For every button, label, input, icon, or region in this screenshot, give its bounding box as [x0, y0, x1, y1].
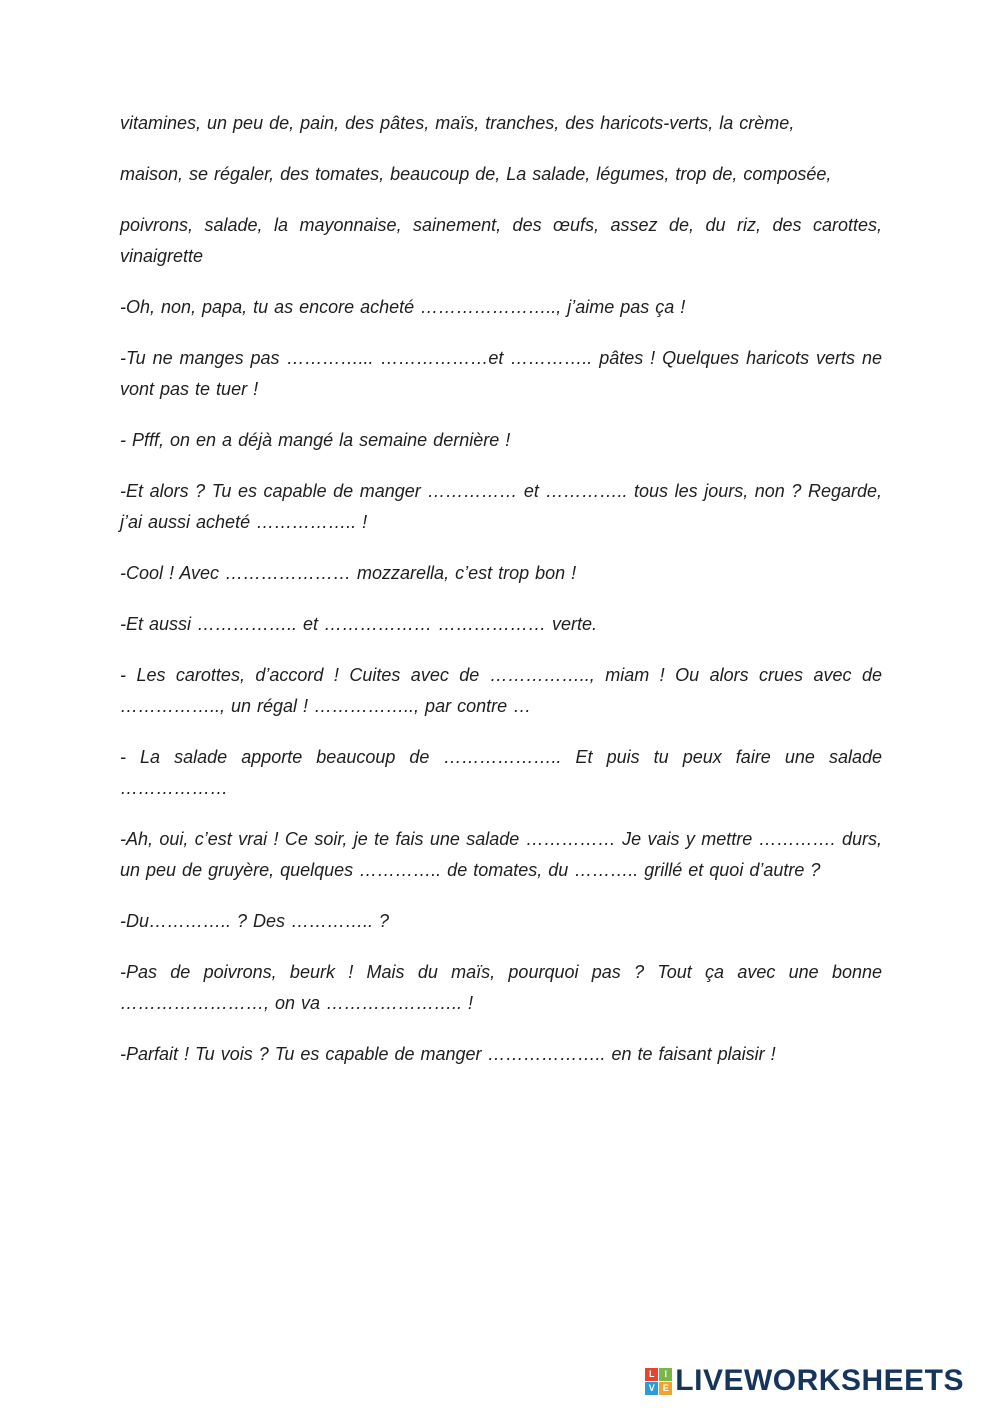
dialogue-line-6: -Et aussi …………….. et ……………… ……………… verte. [120, 614, 598, 634]
dialogue-line-3: - Pfff, on en a déjà mangé la semaine dernière ! [120, 430, 511, 450]
dialogue-line-8: - La salade apporte beaucoup de ……………….. Et puis tu peux faire une salade ……………… [120, 747, 882, 798]
icon-letter-v: V [645, 1382, 658, 1395]
dialogue-line-4: -Et alors ? Tu es capable de manger …………… et ………….. tous les jours, non ? Regarde, j’ai aussi acheté …………….. ! [120, 481, 882, 532]
word-bank-line-1: vitamines, un peu de, pain, des pâtes, maïs, tranches, des haricots-verts, la crème, [120, 113, 795, 133]
liveworksheets-logo [645, 1364, 964, 1398]
dialogue-line-7: - Les carottes, d’accord ! Cuites avec de …………….., miam ! Ou alors crues avec de …………….., un régal ! …………….., par contre … [120, 665, 882, 716]
dialogue-line-10: -Du………….. ? Des ………….. ? [120, 911, 390, 931]
dialogue-line-9: -Ah, oui, c’est vrai ! Ce soir, je te fais une salade …………… Je vais y mettre …………. durs, un peu de gruyère, quelques ………….. de tomates, du ……….. grillé et quoi d’autre ? [120, 829, 882, 880]
icon-letter-l: L [645, 1368, 658, 1381]
word-bank-line-2: maison, se régaler, des tomates, beaucoup de, La salade, légumes, trop de, composée, [120, 164, 832, 184]
worksheet-text [120, 108, 882, 1090]
dialogue-line-2: -Tu ne manges pas …………... ………………et ………….. pâtes ! Quelques haricots verts ne vont pas te tuer ! [120, 348, 882, 399]
icon-letter-e: E [659, 1382, 672, 1395]
dialogue-line-11: -Pas de poivrons, beurk ! Mais du maïs, pourquoi pas ? Tout ça avec une bonne ……………………, on va ………………….. ! [120, 962, 882, 1013]
icon-letter-i: I [659, 1368, 672, 1381]
liveworksheets-grid-icon [645, 1368, 672, 1395]
word-bank-line-3: poivrons, salade, la mayonnaise, sainement, des œufs, assez de, du riz, des carottes, vinaigrette [120, 215, 882, 266]
brand-text: LIVEWORKSHEETS [675, 1364, 964, 1397]
dialogue-line-12: -Parfait ! Tu vois ? Tu es capable de manger ……………….. en te faisant plaisir ! [120, 1044, 776, 1064]
dialogue-line-1: -Oh, non, papa, tu as encore acheté ………………….., j’aime pas ça ! [120, 297, 686, 317]
dialogue-line-5: -Cool ! Avec ………………… mozzarella, c’est trop bon ! [120, 563, 577, 583]
